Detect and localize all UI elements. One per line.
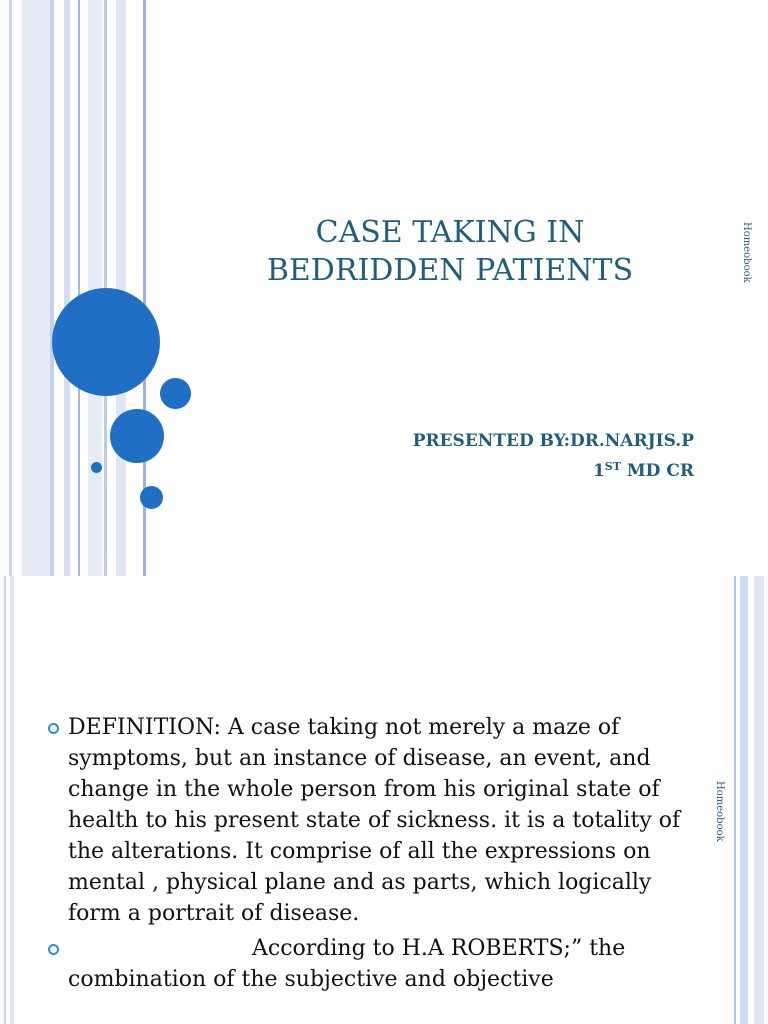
bullet-item-roberts: [44, 933, 684, 995]
circle-bullet-icon: [48, 723, 59, 734]
decorative-circle-medium: [110, 409, 164, 463]
presenter-name: PRESENTED BY:DR.NARJIS.P: [412, 431, 694, 451]
decorative-stripes: [0, 0, 150, 576]
decorative-stripes-left: [0, 576, 20, 1024]
bullet-text: According to H.A ROBERTS;” the combination of the subjective and objective: [68, 936, 626, 992]
role-text: MD CR: [620, 461, 694, 481]
role-number: 1: [592, 461, 605, 481]
title-line-1: CASE TAKING IN: [315, 215, 585, 250]
bullet-text: DEFINITION: A case taking not merely a maze of symptoms, but an instance of disease, an event, and change in the whole person from his original state of health to his present state of sickness. it is a totality of the alterations. It comprise of all the expressions on mental , physical plane and as parts, which logically form a portrait of disease.: [68, 715, 681, 926]
bullet-item-definition: [44, 712, 684, 929]
bullet-list: [44, 712, 684, 999]
side-watermark-label: Homeobook: [741, 222, 752, 283]
slide-title: [200, 214, 700, 290]
side-watermark-label: Homeobook: [714, 781, 725, 842]
decorative-circle-small: [140, 486, 163, 509]
decorative-stripes-right: [732, 576, 768, 1024]
decorative-dot: [91, 462, 102, 473]
title-line-2: BEDRIDDEN PATIENTS: [266, 253, 634, 288]
decorative-circle-large: [52, 288, 160, 396]
presenter-role: [413, 456, 694, 486]
role-ordinal: ST: [604, 460, 621, 473]
decorative-circle-small: [160, 378, 191, 409]
circle-bullet-icon: [48, 944, 59, 955]
content-slide: [0, 576, 768, 1024]
presenter-info: [413, 426, 694, 486]
